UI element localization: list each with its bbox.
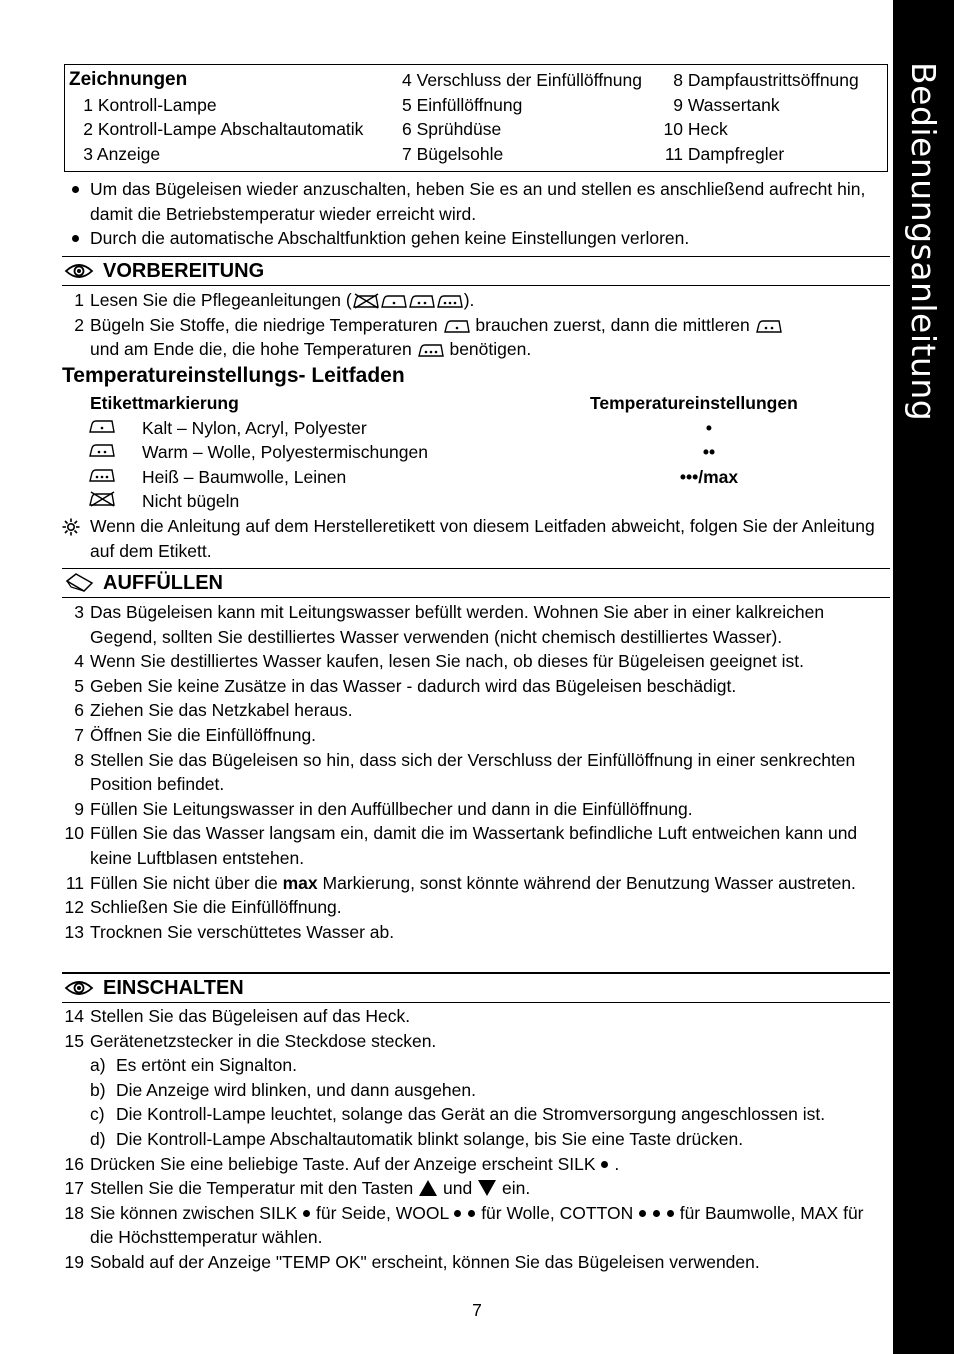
list-item: 16 Drücken Sie eine beliebige Taste. Auf der Anzeige erscheint SILK . — [64, 1153, 620, 1174]
legend-item: 4 Verschluss der Einfüllöffnung — [402, 70, 642, 90]
section-einschalten — [62, 972, 890, 1003]
sub-item: c) Die Kontroll-Lampe leuchtet, solange das Gerät an die Stromversorgung angeschlossen ist. — [90, 1104, 826, 1125]
section-heading: AUFFÜLLEN — [103, 572, 223, 594]
dot-icon — [601, 1161, 608, 1168]
legend-item: 3 Anzeige — [83, 143, 161, 164]
triangle-down-icon — [477, 1179, 497, 1197]
iron-1dot-icon — [380, 293, 408, 309]
iron-2dot-icon — [88, 442, 116, 458]
side-title: Bedienungsanleitung — [904, 62, 943, 422]
list-item: 12 Schließen Sie die Einfüllöffnung. — [64, 897, 342, 918]
iron-2dot-icon — [755, 318, 783, 334]
vorbereitung-list — [62, 288, 890, 362]
water-cup-icon — [64, 573, 94, 593]
iron-crossed-icon — [352, 293, 380, 309]
iron-1dot-icon — [443, 318, 471, 334]
legend-item: 1 Kontroll-Lampe — [83, 94, 217, 115]
list-item: 11 Füllen Sie nicht über die max Markierung, sonst könnte während der Benutzung Wasser austreten. — [65, 872, 856, 893]
legend-title: Zeichnungen — [69, 69, 188, 90]
guide-note: Wenn die Anleitung auf dem Herstelleretikett von diesem Leitfaden abweicht, folgen Sie der Anleitung auf dem Etikett. — [62, 514, 890, 563]
triangle-up-icon — [418, 1179, 438, 1197]
drawings-legend — [64, 64, 888, 172]
list-item: 19 Sobald auf der Anzeige "TEMP OK" erscheint, können Sie das Bügeleisen verwenden. — [64, 1251, 760, 1272]
legend-item: 2 Kontroll-Lampe Abschaltautomatik — [83, 119, 364, 140]
iron-1dot-icon — [88, 418, 116, 434]
list-item: 6 Ziehen Sie das Netzkabel heraus. — [74, 700, 353, 721]
page-number: 7 — [472, 1300, 482, 1320]
auffuellen-list — [62, 600, 890, 944]
list-item: 10 Füllen Sie das Wasser langsam ein, damit die im Wassertank befindliche Luft entweichen kann und keine Luftblasen entstehen. — [64, 823, 858, 868]
section-vorbereitung — [62, 256, 890, 286]
sub-item: b) Die Anzeige wird blinken, und dann ausgehen. — [90, 1079, 476, 1100]
table-row: Heiß – Baumwolle, Leinen •••/max — [62, 465, 890, 490]
table-row: Nicht bügeln — [62, 489, 890, 514]
section-heading: EINSCHALTEN — [103, 977, 244, 999]
list-item: 7 Öffnen Sie die Einfüllöffnung. — [74, 724, 317, 745]
eye-icon — [64, 261, 94, 281]
list-item: 13 Trocknen Sie verschüttetes Wasser ab. — [64, 921, 395, 942]
legend-item: 7 Bügelsohle — [402, 143, 504, 164]
sub-item: a) Es ertönt ein Signalton. — [90, 1055, 297, 1076]
list-item: 4 Wenn Sie destilliertes Wasser kaufen, lesen Sie nach, ob dieses für Bügeleisen geeignet ist. — [74, 651, 805, 672]
einschalten-list — [62, 1004, 890, 1275]
table-row: Warm – Wolle, Polyestermischungen •• — [62, 440, 890, 465]
list-item: 3 Das Bügeleisen kann mit Leitungswasser befüllt werden. Wohnen Sie aber in einer kalkreichen Gegend, sollten Sie destilliertes Wasser verwenden (nicht chemisch destilliertes Wasser). — [74, 602, 825, 647]
sub-item: d) Die Kontroll-Lampe Abschaltautomatik blinkt solange, bis Sie eine Taste drücken. — [90, 1128, 744, 1149]
iron-3dot-icon — [417, 342, 445, 358]
list-item: 1 Lesen Sie die Pflegeanleitungen ( ). — [74, 290, 475, 310]
bullet-item: Um das Bügeleisen wieder anzuschalten, heben Sie es an und stellen es anschließend aufrecht hin, damit die Betriebstemperatur wieder erreicht wird. — [62, 177, 890, 226]
section-auffuellen — [62, 568, 890, 598]
list-item: 17 Stellen Sie die Temperatur mit den Tasten und ein. — [64, 1178, 531, 1199]
dot-icon — [639, 1210, 646, 1217]
side-tab — [893, 0, 954, 1354]
legend-item: 8 Dampfaustrittsöffnung — [673, 70, 859, 90]
iron-3dot-icon — [88, 467, 116, 483]
iron-3dot-icon — [436, 293, 464, 309]
legend-item: 5 Einfüllöffnung — [402, 94, 523, 115]
sun-icon — [62, 518, 80, 536]
guide-heading: Temperatureinstellungs- Leitfaden — [62, 364, 405, 387]
col-label-header: Etikettmarkierung — [90, 393, 239, 413]
temperature-guide-table — [62, 391, 890, 563]
dot-icon — [667, 1210, 674, 1217]
dot-icon — [653, 1210, 660, 1217]
table-header — [62, 391, 890, 416]
list-item: 18 Sie können zwischen SILK für Seide, WOOL für Wolle, COTTON für Baumwolle, MAX für die Höchsttemperatur wählen. — [64, 1202, 864, 1248]
iron-2dot-icon — [408, 293, 436, 309]
eye-icon — [64, 978, 94, 998]
legend-item: 9 Wassertank — [673, 94, 780, 115]
legend-item: 11 Dampfregler — [664, 143, 785, 164]
list-item: 8 Stellen Sie das Bügeleisen so hin, dass sich der Verschluss der Einfüllöffnung in einer senkrechten Position befindet. — [74, 749, 856, 795]
list-item: 9 Füllen Sie Leitungswasser in den Auffüllbecher und dann in die Einfüllöffnung. — [74, 798, 693, 819]
intro-bullets — [62, 177, 890, 251]
dot-icon — [303, 1210, 310, 1217]
bullet-item: Durch die automatische Abschaltfunktion gehen keine Einstellungen verloren. — [62, 226, 890, 251]
iron-crossed-icon — [88, 491, 116, 507]
section-heading: VORBEREITUNG — [103, 260, 265, 282]
list-item: 2 Bügeln Sie Stoffe, die niedrige Temperaturen brauchen zuerst, dann die mittleren und am Ende die, die hohe Temperaturen benötigen. — [62, 313, 890, 362]
dot-icon — [468, 1210, 475, 1217]
list-item: 14 Stellen Sie das Bügeleisen auf das Heck. — [64, 1006, 411, 1026]
table-row: Kalt – Nylon, Acryl, Polyester • — [62, 416, 890, 441]
list-item: 15 Gerätenetzstecker in die Steckdose stecken. — [64, 1030, 437, 1051]
legend-item: 10 Heck — [663, 119, 728, 140]
dot-icon — [454, 1210, 461, 1217]
col-setting-header: Temperatureinstellungen — [590, 393, 798, 413]
legend-item: 6 Sprühdüse — [402, 119, 502, 140]
list-item: 5 Geben Sie keine Zusätze in das Wasser - dadurch wird das Bügeleisen beschädigt. — [74, 675, 737, 696]
